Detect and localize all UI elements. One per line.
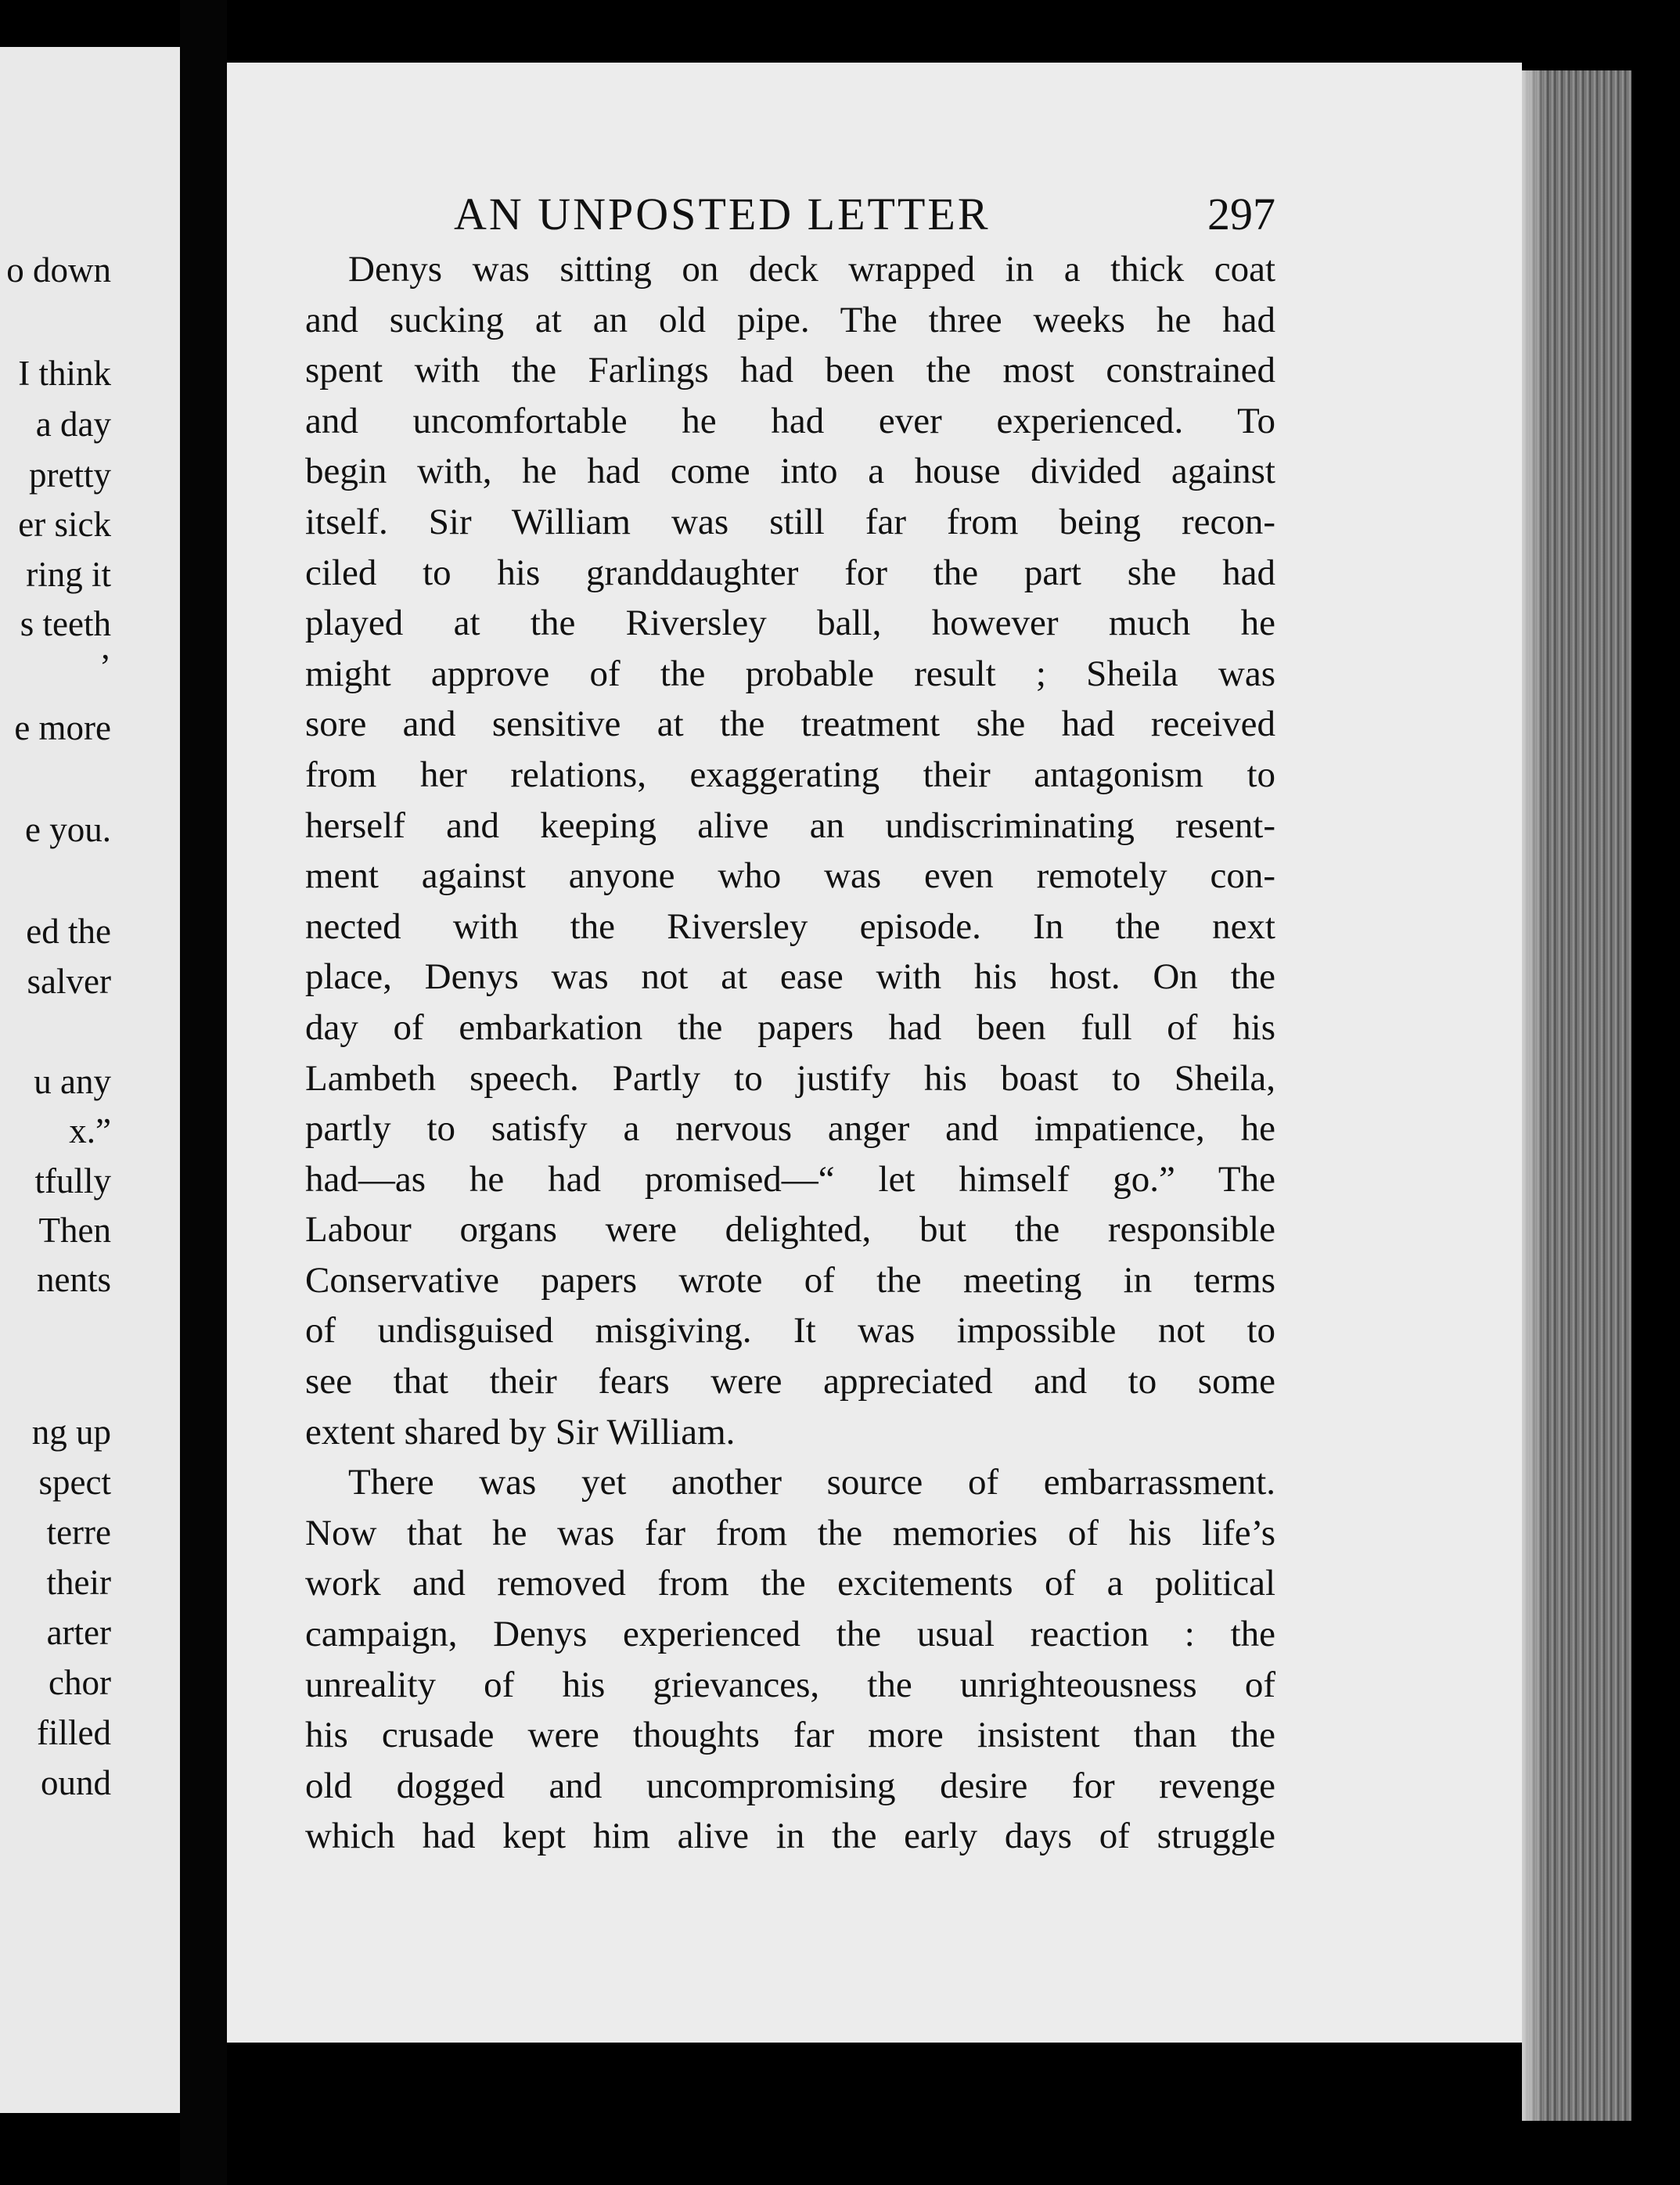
text-line: begin with, he had come into a house divided against xyxy=(305,451,1275,492)
text-line: old dogged and uncompromising desire for revenge xyxy=(305,1765,1275,1806)
text-line: and sucking at an old pipe. The three weeks he had xyxy=(305,299,1275,340)
text-line: from her relations, exaggerating their antagonism to xyxy=(305,754,1275,795)
text-line: extent shared by Sir William. xyxy=(305,1411,736,1452)
text-line: and uncomfortable he had ever experienced. To xyxy=(305,400,1275,441)
body-text xyxy=(305,244,1275,1862)
left-page-fragment: er sick xyxy=(18,505,111,544)
left-page-fragment: ng up xyxy=(31,1413,111,1452)
left-page-fragment: x.” xyxy=(69,1111,111,1150)
left-page-fragment: arter xyxy=(46,1613,111,1652)
text-line: partly to satisfy a nervous anger and impatience, he xyxy=(305,1108,1275,1150)
left-page-fragment: filled xyxy=(37,1713,111,1752)
text-line: day of embarkation the papers had been full of his xyxy=(305,1006,1275,1048)
left-page-fragment: chor xyxy=(49,1663,111,1702)
left-page-fragment: e you. xyxy=(25,810,111,849)
page-number: 297 xyxy=(1207,189,1275,239)
left-page-fragment: ring it xyxy=(26,555,111,594)
text-line: spent with the Farlings had been the most constrained xyxy=(305,350,1275,391)
text-line: work and removed from the excitements of a political xyxy=(305,1563,1275,1604)
text-line: unreality of his grievances, the unrighteousness of xyxy=(305,1664,1275,1705)
left-page-fragment: a day xyxy=(35,405,111,444)
text-line: nected with the Riversley episode. In the next xyxy=(305,905,1275,947)
text-line: ment against anyone who was even remotely con- xyxy=(305,855,1275,897)
left-page-fragment: s teeth xyxy=(20,604,111,643)
text-line: had—as he had promised—“ let himself go.” The xyxy=(305,1158,1275,1200)
text-line: might approve of the probable result ; Sheila was xyxy=(305,653,1275,694)
text-line: place, Denys was not at ease with his host. On the xyxy=(305,956,1275,998)
text-line: itself. Sir William was still far from being recon- xyxy=(305,501,1275,542)
text-line: campaign, Denys experienced the usual reaction : the xyxy=(305,1614,1275,1655)
text-line: Labour organs were delighted, but the responsible xyxy=(305,1209,1275,1251)
left-page-fragment: terre xyxy=(46,1513,111,1552)
text-line: Lambeth speech. Partly to justify his boast to Sheila, xyxy=(305,1057,1275,1099)
text-line: There was yet another source of embarrassment. xyxy=(348,1462,1275,1503)
left-page-fragment: their xyxy=(46,1563,111,1602)
text-line: ciled to his granddaughter for the part she had xyxy=(305,552,1275,593)
left-page-fragment: e more xyxy=(14,708,111,747)
text-line: his crusade were thoughts far more insistent than the xyxy=(305,1715,1275,1756)
left-page-fragment: salver xyxy=(27,962,111,1001)
left-facing-page xyxy=(0,47,180,2113)
left-page-fragment: Then xyxy=(38,1211,111,1250)
left-page-fragment: tfully xyxy=(34,1161,111,1200)
left-page-fragment: o down xyxy=(6,250,111,290)
page-edge-shadow xyxy=(1522,70,1545,2121)
text-line: which had kept him alive in the early days of struggle xyxy=(305,1816,1275,1857)
text-line: Now that he was far from the memories of his life’s xyxy=(305,1512,1275,1553)
paragraph xyxy=(305,1457,1275,1862)
text-line: herself and keeping alive an undiscriminating resent- xyxy=(305,805,1275,846)
running-title: AN UNPOSTED LETTER xyxy=(454,189,991,239)
left-page-fragment: ound xyxy=(41,1763,111,1802)
book-page xyxy=(227,63,1522,2043)
left-page-fragment: nents xyxy=(37,1260,111,1299)
page-header xyxy=(454,188,1275,250)
text-line: see that their fears were appreciated and to some xyxy=(305,1361,1275,1402)
text-line: sore and sensitive at the treatment she had received xyxy=(305,704,1275,745)
left-page-fragment: spect xyxy=(38,1463,111,1502)
text-line: Conservative papers wrote of the meeting in terms xyxy=(305,1259,1275,1301)
paragraph xyxy=(305,244,1275,1457)
text-line: of undisguised misgiving. It was impossible not to xyxy=(305,1310,1275,1352)
left-page-fragment: u any xyxy=(34,1062,111,1101)
left-page-fragment: ’ xyxy=(99,647,111,686)
left-page-fragment: I think xyxy=(18,354,111,393)
left-page-fragment: pretty xyxy=(29,455,111,495)
left-page-fragment: ed the xyxy=(26,912,111,951)
text-line: played at the Riversley ball, however much he xyxy=(305,603,1275,644)
book-gutter xyxy=(180,0,227,2185)
text-line: Denys was sitting on deck wrapped in a thick coat xyxy=(348,249,1275,290)
